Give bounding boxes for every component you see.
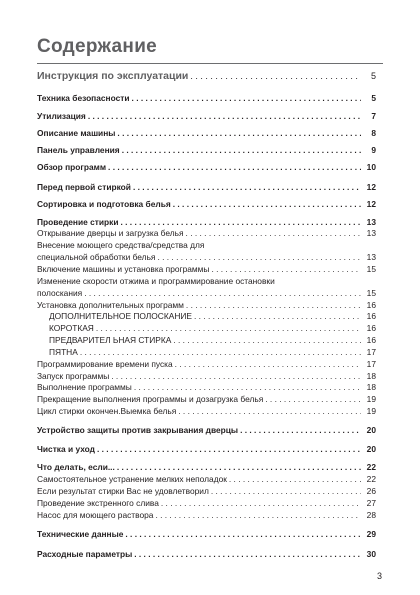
toc-entry-label: Цикл стирки окончен.Выемка белья [37, 406, 177, 416]
toc-entry-page: 22 [366, 462, 376, 472]
page-number: 3 [377, 571, 383, 581]
dot-leader [229, 474, 361, 484]
toc-entry-page: 9 [371, 145, 376, 155]
dot-leader [265, 394, 361, 404]
toc-entry-label: Программирование времени пуска [37, 359, 173, 369]
toc-entry-label: Панель управления [37, 145, 120, 155]
toc-entry-page: 28 [366, 510, 376, 520]
toc-entry [37, 240, 376, 250]
toc-entry [37, 444, 376, 454]
toc-entry [37, 335, 376, 345]
toc-entry [37, 93, 376, 103]
toc-entry-label: Инструкция по эксплуатации [37, 70, 189, 82]
dot-leader [161, 498, 361, 508]
toc-entry-label: Самостоятельное устранение мелких неполадок [37, 474, 227, 484]
toc-entry-page: 13 [366, 252, 376, 262]
toc-entry [37, 276, 376, 286]
dot-leader [97, 444, 361, 454]
dot-leader [134, 382, 361, 392]
toc-entry [37, 128, 376, 138]
toc-entry-page: 16 [366, 323, 376, 333]
toc-entry [37, 264, 376, 274]
toc-entry-label: Техника безопасности [37, 93, 130, 103]
dot-leader [173, 335, 361, 345]
toc-entry-page: 8 [371, 128, 376, 138]
toc-entry [37, 288, 376, 298]
toc-entry-page: 17 [366, 347, 376, 357]
toc-entry-page: 20 [366, 444, 376, 454]
toc-entry-page: 5 [371, 93, 376, 103]
toc-entry-page: 10 [366, 162, 376, 172]
toc-entry [37, 359, 376, 369]
toc-entry-label: Расходные параметры [37, 549, 133, 559]
dot-leader [178, 406, 361, 416]
toc-entry-page: 18 [366, 371, 376, 381]
dot-leader [111, 371, 361, 381]
dot-leader [194, 311, 361, 321]
toc-entry [37, 498, 376, 508]
dot-leader [211, 264, 361, 274]
toc-entry [37, 145, 376, 155]
toc-entry-label: ДОПОЛНИТЕЛЬНОЕ ПОЛОСКАНИЕ [49, 311, 192, 321]
dot-leader [88, 111, 361, 121]
toc-entry-label: Внесение моющего средства/средства для [37, 240, 205, 250]
toc-entry [37, 311, 376, 321]
dot-leader [186, 228, 361, 238]
dot-leader [134, 549, 361, 559]
toc-entry-label: Открывание дверцы и загрузка белья [37, 228, 184, 238]
toc-entry [37, 529, 376, 539]
toc-entry [37, 474, 376, 484]
toc-entry [37, 111, 376, 121]
toc-entry-page: 17 [366, 359, 376, 369]
toc-entry-page: 22 [366, 474, 376, 484]
toc-entry-label: полоскания [37, 288, 83, 298]
dot-leader [117, 128, 361, 138]
dot-leader [186, 300, 361, 310]
toc-entry [37, 182, 376, 192]
toc-entry-page: 19 [366, 406, 376, 416]
toc-entry-label: Насос для моющего раствора [37, 510, 154, 520]
toc-entry-page: 15 [366, 288, 376, 298]
toc-entry-page: 7 [371, 111, 376, 121]
toc-entry-page: 18 [366, 382, 376, 392]
dot-leader [211, 486, 361, 496]
toc-entry-label: ПЯТНА [49, 347, 78, 357]
toc-entry-page: 26 [366, 486, 376, 496]
toc-entry-page: 27 [366, 498, 376, 508]
toc-entry-page: 30 [366, 549, 376, 559]
dot-leader [157, 252, 361, 262]
dot-leader [117, 462, 361, 472]
toc-entry-page: 12 [366, 199, 376, 209]
toc-entry [37, 510, 376, 520]
toc-entry-label: Выполнение программы [37, 382, 132, 392]
toc-entry [37, 394, 376, 404]
toc-entry-page: 12 [366, 182, 376, 192]
toc-entry [37, 199, 376, 209]
toc-entry [37, 300, 376, 310]
toc-entry-page: 13 [366, 217, 376, 227]
toc-entry-label: Чистка и уход [37, 444, 95, 454]
dot-leader [84, 288, 361, 298]
toc-entry [37, 347, 376, 357]
toc-entry-page: 20 [366, 425, 376, 435]
toc-entry-label: Обзор программ [37, 162, 107, 172]
toc-entry [37, 323, 376, 333]
dot-leader [108, 162, 361, 172]
toc-entry [37, 382, 376, 392]
dot-leader [175, 359, 361, 369]
toc-entry-label: ПРЕДВАРИТЕЛ ЬНАЯ СТИРКА [49, 335, 172, 345]
toc-entry-label: Включение машины и установка программы [37, 264, 210, 274]
toc-entry-label: Что делать, если... [37, 462, 115, 472]
page-title: Содержание [37, 36, 383, 64]
dot-leader [133, 182, 361, 192]
toc-entry [37, 71, 376, 81]
toc-entry [37, 406, 376, 416]
toc-entry [37, 486, 376, 496]
toc-entry-page: 16 [366, 300, 376, 310]
dot-leader [80, 347, 361, 357]
dot-leader [190, 71, 361, 81]
toc-entry-page: 19 [366, 394, 376, 404]
toc-entry-page: 13 [366, 228, 376, 238]
toc-entry-label: Устройство защиты против закрывания дверцы [37, 425, 239, 435]
toc-entry-label: Сортировка и подготовка белья [37, 199, 171, 209]
toc-entry-page: 5 [370, 71, 376, 81]
toc-entry-label: Утилизация [37, 111, 86, 121]
toc-entry [37, 371, 376, 381]
toc-entry [37, 228, 376, 238]
toc-entry [37, 217, 376, 227]
toc-entry-label: Описание машины [37, 128, 116, 138]
toc-entry-page: 29 [366, 529, 376, 539]
toc-entry-label: Установка дополнительных программ [37, 300, 184, 310]
toc-entry [37, 252, 376, 262]
toc-entry-label: Прекращение выполнения программы и дозагрузка белья [37, 394, 264, 404]
toc-entry-label: Изменение скорости отжима и программирование остановки [37, 276, 275, 286]
dot-leader [96, 323, 361, 333]
toc-entry-label: Проведение стирки [37, 217, 119, 227]
toc-entry-label: КОРОТКАЯ [49, 323, 94, 333]
dot-leader [125, 529, 361, 539]
toc-entry-label: Проведение экстренного слива [37, 498, 159, 508]
toc-entry-page: 16 [366, 335, 376, 345]
toc-entry [37, 162, 376, 172]
toc-entry-label: Если результат стирки Вас не удовлетворил [37, 486, 209, 496]
dot-leader [173, 199, 361, 209]
toc-entry [37, 549, 376, 559]
dot-leader [155, 510, 361, 520]
toc-entry-label: специальной обработки белья [37, 252, 156, 262]
dot-leader [120, 217, 361, 227]
toc-entry-label: Запуск программы [37, 371, 110, 381]
dot-leader [122, 145, 361, 155]
dot-leader [132, 93, 361, 103]
toc-entry-label: Технические данные [37, 529, 124, 539]
toc-entry [37, 462, 376, 472]
toc-entry [37, 425, 376, 435]
toc-entry-label: Перед первой стиркой [37, 182, 131, 192]
dot-leader [240, 425, 361, 435]
toc-entry-page: 15 [366, 264, 376, 274]
toc-entry-page: 16 [366, 311, 376, 321]
